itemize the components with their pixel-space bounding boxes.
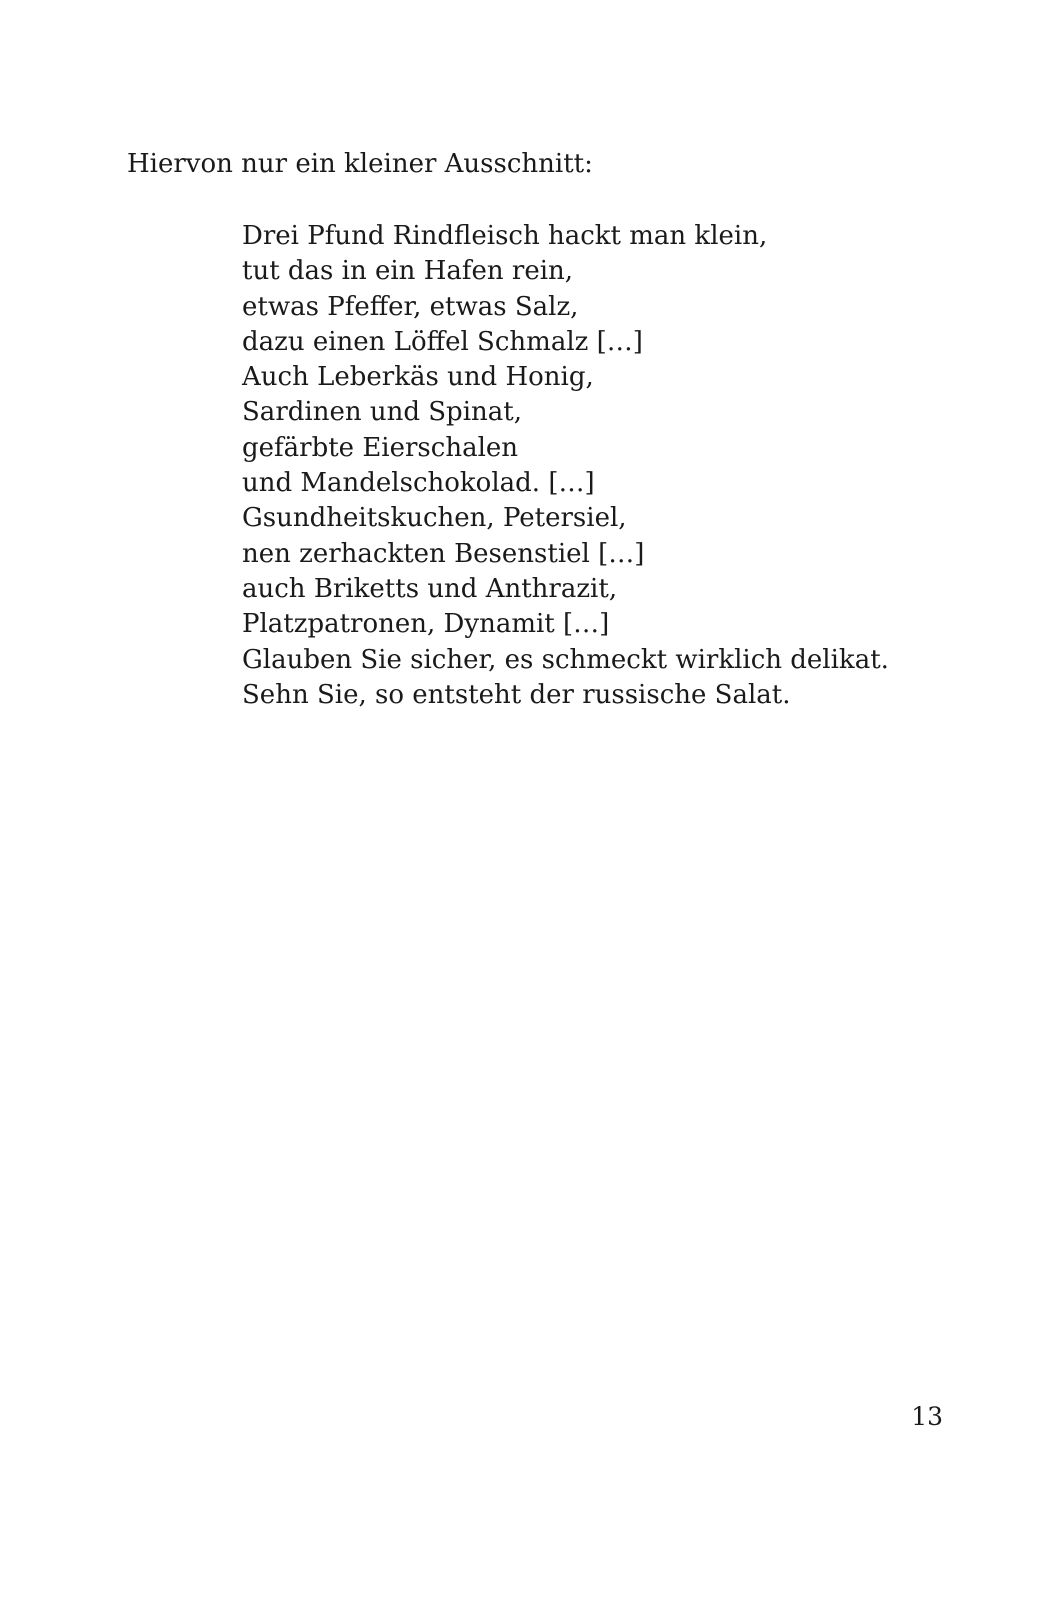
page-number: 13 <box>911 1402 943 1431</box>
poem-line: Glauben Sie sicher, es schmeckt wirklich delikat. <box>242 644 889 675</box>
poem-line: Sardinen und Spinat, <box>242 397 522 428</box>
poem-line: dazu einen Löffel Schmalz […] <box>242 326 643 357</box>
poem-line: Sehn Sie, so entsteht der russische Salat. <box>242 679 791 710</box>
poem-line: auch Briketts und Anthrazit, <box>242 573 618 604</box>
poem-line: nen zerhackten Besenstiel […] <box>242 538 645 569</box>
poem-line: Drei Pfund Rindfleisch hackt man klein, <box>242 221 768 251</box>
poem-line: tut das in ein Hafen rein, <box>242 256 574 287</box>
poem-line: etwas Pfeffer, etwas Salz, <box>242 291 579 322</box>
poem-line: Auch Leberkäs und Honig, <box>242 362 594 393</box>
poem-line: Gsundheitskuchen, Petersiel, <box>242 503 627 534</box>
intro-paragraph: Hiervon nur ein kleiner Ausschnitt: <box>127 149 593 179</box>
poem-line: gefärbte Eierschalen <box>242 432 519 463</box>
poem-line: und Mandelschokolad. […] <box>242 468 595 499</box>
poem-line: Platzpatronen, Dynamit […] <box>242 609 610 640</box>
poem-quote <box>242 219 889 713</box>
